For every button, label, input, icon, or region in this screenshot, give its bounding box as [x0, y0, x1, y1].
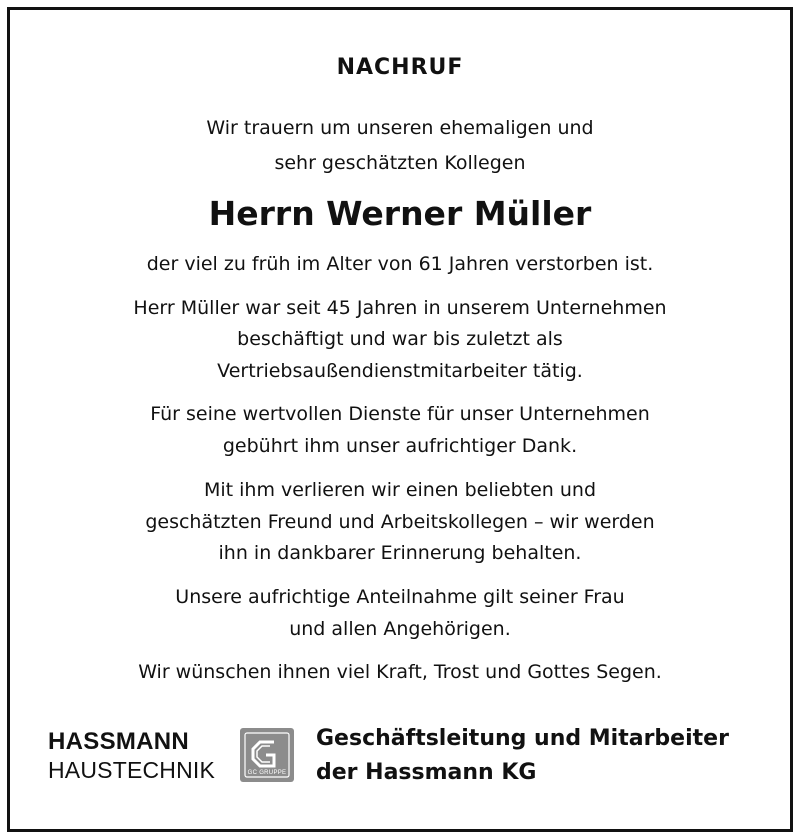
footer	[0, 722, 800, 792]
condolence-line-2: und allen Angehörigen.	[289, 618, 511, 640]
hassmann-logo	[48, 728, 215, 784]
career-line-2: beschäftigt und war bis zuletzt als	[237, 328, 563, 350]
badge-caption: GC GRUPPE	[247, 770, 287, 776]
signoff-line-2: der Hassmann KG	[316, 760, 537, 785]
logo-line-2: HAUSTECHNIK	[48, 757, 216, 783]
wish-line: Wir wünschen ihnen viel Kraft, Trost und Gottes Segen.	[138, 661, 662, 683]
career-line-1: Herr Müller war seit 45 Jahren in unserem Unternehmen	[133, 297, 667, 319]
intro-line-1: Wir trauern um unseren ehemaligen und	[206, 117, 594, 139]
thanks-line-1: Für seine wertvollen Dienste für unser Unternehmen	[150, 403, 650, 425]
deceased-name: Herrn Werner Müller	[208, 194, 592, 233]
thanks-line-2: gebührt ihm unser aufrichtiger Dank.	[222, 435, 578, 457]
gc-gruppe-badge	[240, 728, 294, 782]
signoff-line-1: Geschäftsleitung und Mitarbeiter	[316, 726, 729, 751]
memory-line-1: Mit ihm verlieren wir einen beliebten und	[203, 479, 597, 501]
memory-line-3: ihn in dankbarer Erinnerung behalten.	[218, 542, 582, 564]
notice-heading: NACHRUF	[336, 55, 464, 80]
age-line: der viel zu früh im Alter von 61 Jahren verstorben ist.	[146, 253, 654, 275]
memory-line-2: geschätzten Freund und Arbeitskollegen – wir werden	[145, 511, 655, 533]
intro-line-2: sehr geschätzten Kollegen	[274, 152, 526, 174]
career-line-3: Vertriebsaußendienstmitarbeiter tätig.	[217, 360, 583, 382]
signoff	[316, 722, 729, 790]
logo-line-1: HASSMANN	[48, 728, 190, 755]
condolence-line-1: Unsere aufrichtige Anteilnahme gilt seiner Frau	[175, 586, 625, 608]
